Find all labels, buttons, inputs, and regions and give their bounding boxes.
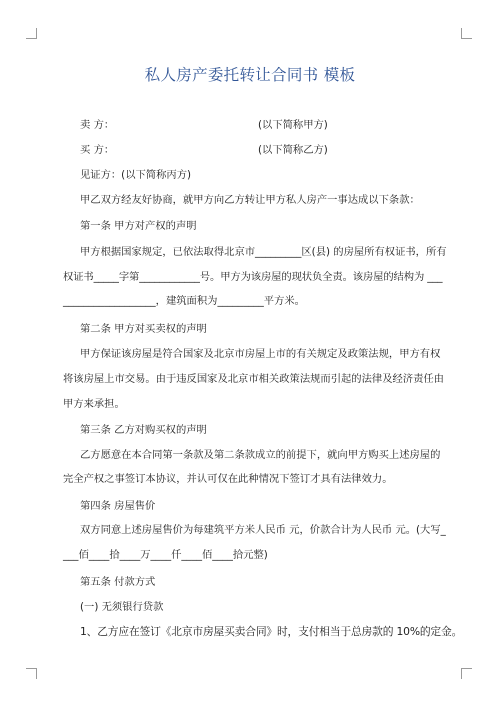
buyer-note: (以下简称乙方) (258, 144, 328, 156)
seller-label: 卖 方： (80, 119, 115, 131)
article-2-line-3: 甲方来承担。 (63, 398, 125, 410)
preamble: 甲乙双方经友好协商，就甲方向乙方转让甲方私人房产一事达成以下条款： (80, 194, 420, 206)
buyer-label: 买 方： (80, 144, 115, 156)
article-2-title: 第二条 甲方对买卖权的声明 (80, 323, 207, 335)
article-2-line-1: 甲方保证该房屋是符合国家及北京市房屋上市的有关规定及政策法规，甲方有权 (80, 348, 441, 360)
article-1-line-3: __________________，建筑面积为_________平方米。 (63, 295, 305, 307)
witness-line: 见证方：(以下简称丙方) (80, 169, 192, 181)
crop-mark-top-left (26, 28, 37, 39)
article-1-line-2: 权证书_____字第____________号。甲方为该房屋的现状负全责。该房屋的结构为 ___ (63, 271, 443, 283)
article-4-line-1: 双方同意上述房屋售价为每建筑平方米人民币 元，价款合计为人民币 元。(大写_ (80, 524, 446, 536)
seller-note: (以下简称甲方) (258, 119, 328, 131)
article-4-title: 第四条 房屋售价 (80, 500, 156, 512)
article-2-line-2: 将该房屋上市交易。由于违反国家及北京市相关政策法规而引起的法律及经济责任由 (63, 373, 444, 385)
article-1-line-1: 甲方根据国家规定，已依法取得北京市_________区(县) 的房屋所有权证书，所有 (80, 246, 447, 258)
article-1-title: 第一条 甲方对产权的声明 (80, 220, 197, 232)
article-3-line-1: 乙方愿意在本合同第一条款及第二条款成立的前提下，就向甲方购买上述房屋的 (80, 449, 441, 461)
crop-mark-bottom-left (26, 668, 37, 679)
article-5-line-2: 1、乙方应在签订《北京市房屋买卖合同》时，支付相当于总房款的 10%的定金。 (80, 625, 463, 638)
article-5-line-1: (一) 无须银行贷款 (80, 601, 164, 613)
article-3-title: 第三条 乙方对购买权的声明 (80, 424, 207, 436)
article-4-line-2: ___佰____拾____万____仟____佰____拾元整) (63, 549, 268, 561)
document-title: 私人房产委托转让合同书 模板 (144, 66, 356, 84)
article-5-title: 第五条 付款方式 (80, 576, 156, 588)
crop-mark-bottom-right (461, 668, 472, 679)
crop-mark-top-right (461, 28, 472, 39)
article-3-line-2: 完全产权之事签订本协议，并认可仅在此种情况下签订才具有法律效力。 (63, 473, 393, 485)
